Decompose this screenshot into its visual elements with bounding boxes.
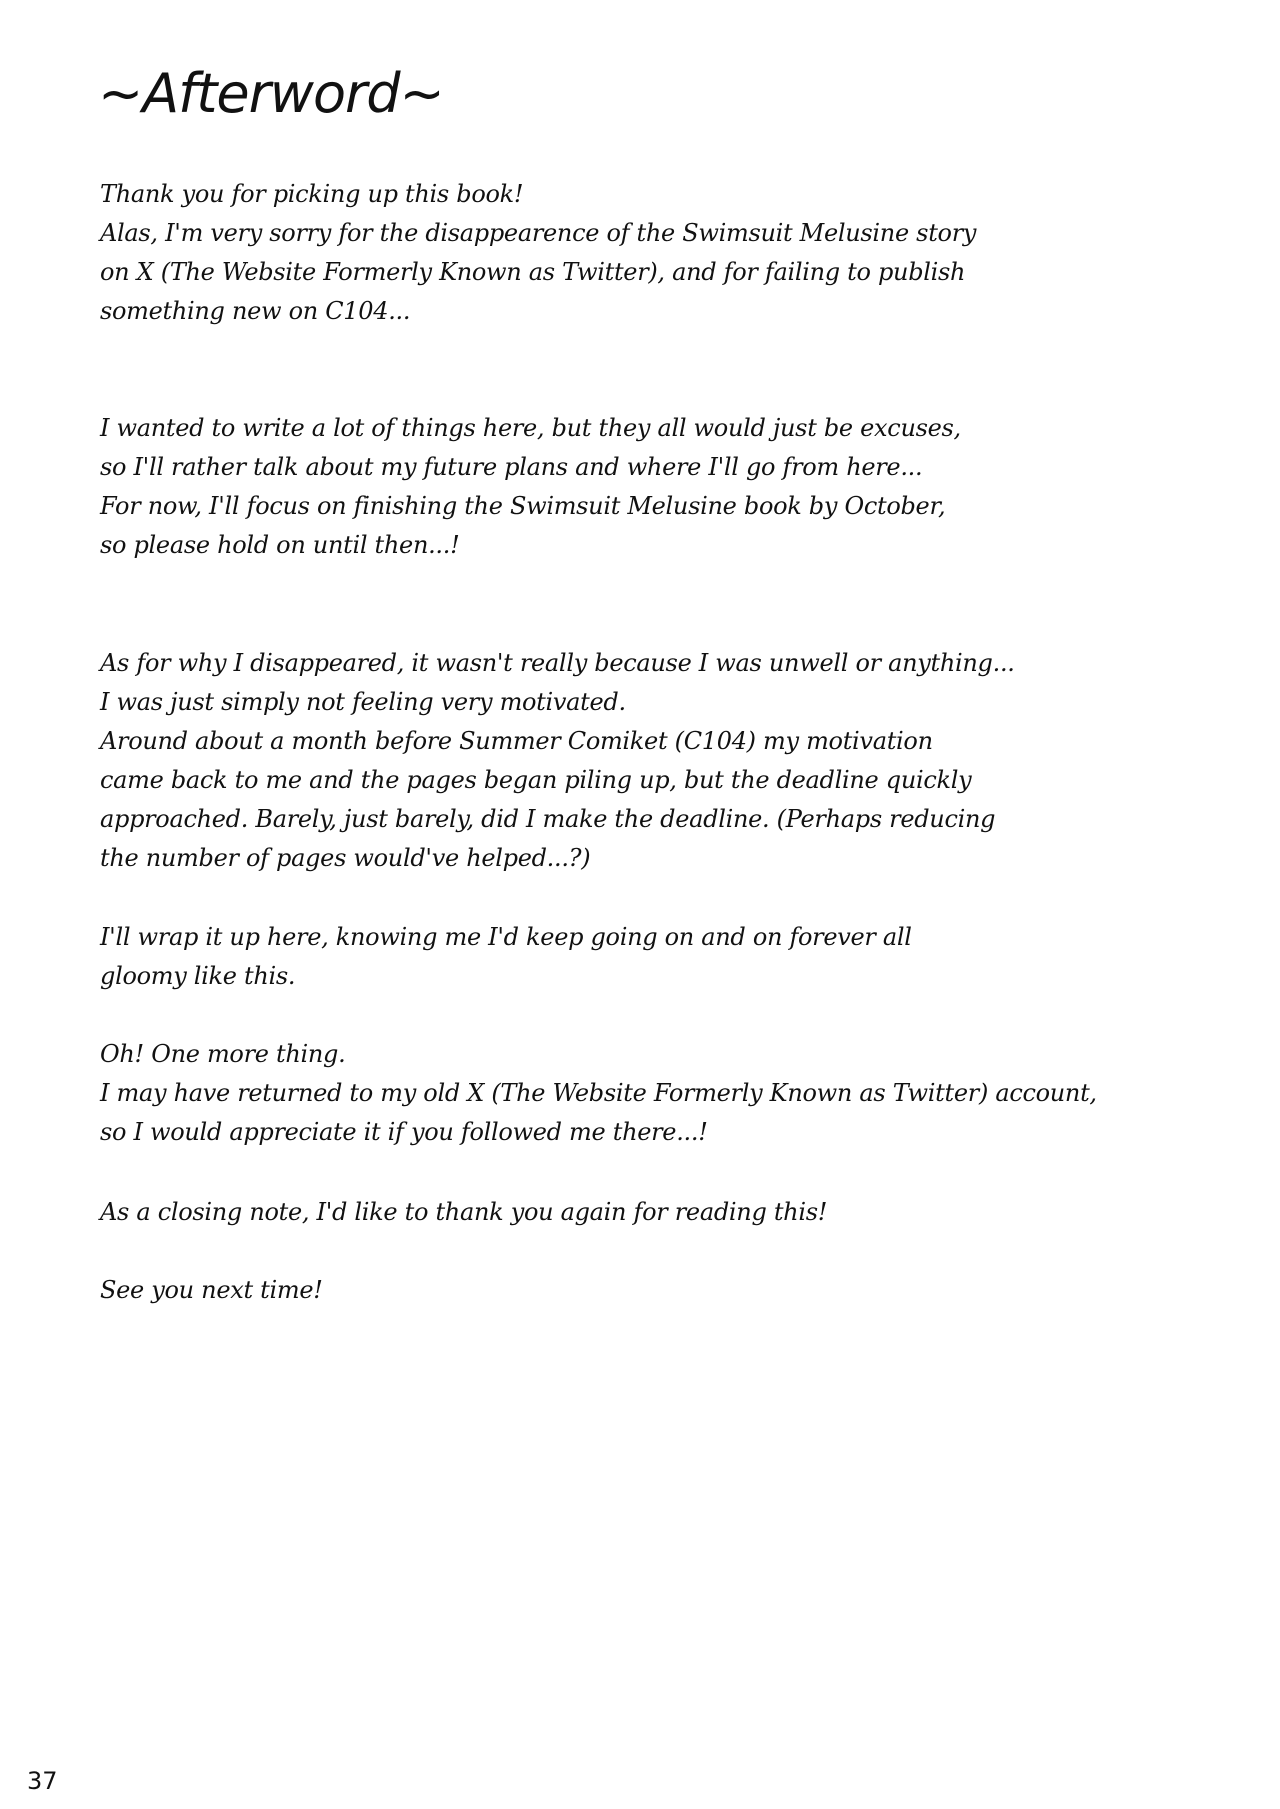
paragraph-future-plans: [100, 409, 1030, 565]
text-line: I wanted to write a lot of things here, but they all would just be excuses,: [100, 414, 961, 442]
text-line: Alas, I'm very sorry for the disappearence of the Swimsuit Melusine story: [100, 219, 977, 247]
text-line: Around about a month before Summer Comiket (C104) my motivation: [100, 727, 933, 755]
text-line: I'll wrap it up here, knowing me I'd keep going on and on forever all: [100, 923, 912, 951]
text-line: so please hold on until then...!: [100, 531, 460, 559]
paragraph-wrap-up: [100, 918, 1030, 996]
text-line: came back to me and the pages began piling up, but the deadline quickly: [100, 766, 972, 794]
paragraph-one-more-thing: [100, 1035, 1097, 1152]
text-line: Thank you for picking up this book!: [100, 180, 524, 208]
text-line: approached. Barely, just barely, did I make the deadline. (Perhaps reducing: [100, 805, 996, 833]
text-line: See you next time!: [100, 1276, 323, 1304]
text-line: For now, I'll focus on finishing the Swimsuit Melusine book by October,: [100, 492, 946, 520]
text-line: so I would appreciate it if you followed me there...!: [100, 1118, 708, 1146]
text-line: something new on C104...: [100, 297, 411, 325]
paragraph-closing-note: [100, 1193, 1030, 1232]
text-line: As for why I disappeared, it wasn't really because I was unwell or anything...: [100, 649, 1015, 677]
page-title: ~Afterword~: [98, 62, 444, 125]
paragraph-disappearance: [100, 644, 1030, 878]
paragraph-thanks: [100, 175, 1030, 331]
text-line: Oh! One more thing.: [100, 1040, 346, 1068]
paragraph-sign-off: [100, 1271, 1030, 1310]
text-line: gloomy like this.: [100, 962, 296, 990]
page-number: 37: [27, 1767, 58, 1795]
text-line: I was just simply not feeling very motivated.: [100, 688, 626, 716]
text-line: I may have returned to my old X (The Website Formerly Known as Twitter) account,: [100, 1079, 1097, 1107]
text-line: so I'll rather talk about my future plans and where I'll go from here...: [100, 453, 923, 481]
text-line: on X (The Website Formerly Known as Twitter), and for failing to publish: [100, 258, 966, 286]
text-line: the number of pages would've helped...?): [100, 844, 591, 872]
text-line: As a closing note, I'd like to thank you again for reading this!: [100, 1198, 828, 1226]
